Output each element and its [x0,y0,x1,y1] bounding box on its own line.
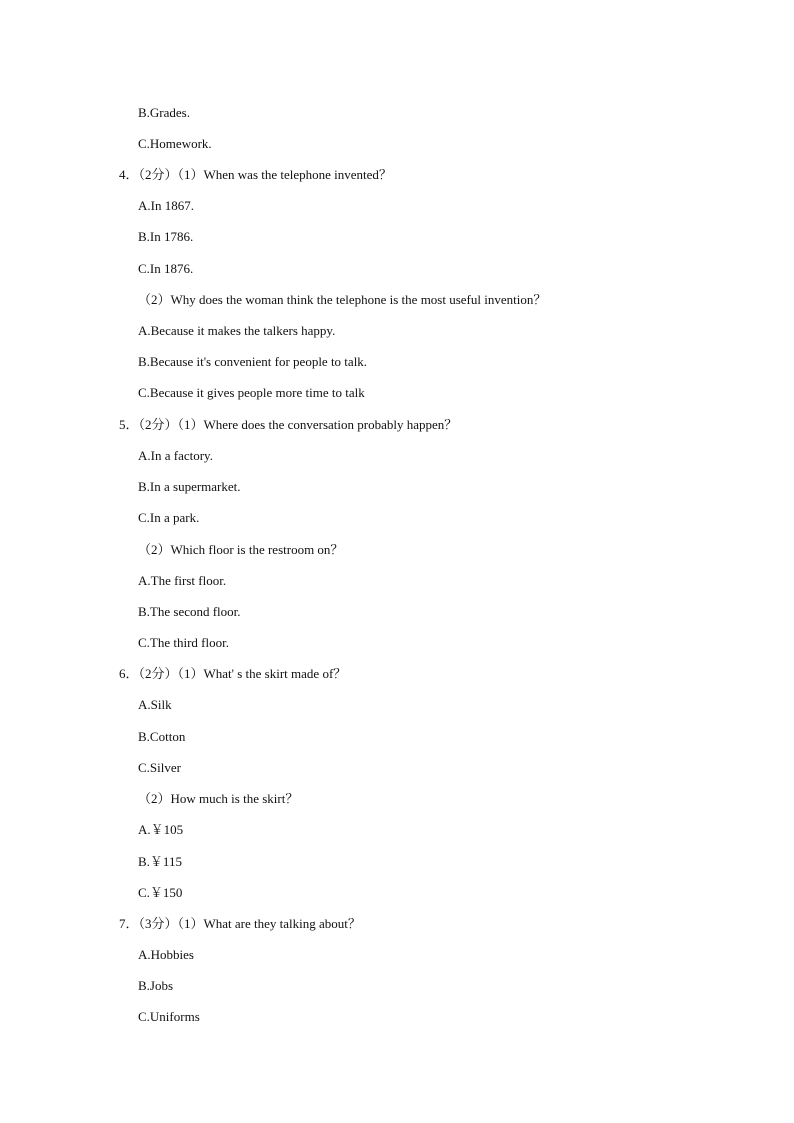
question-6: 6．（2分）（1）What' s the skirt made of？ [119,666,347,681]
option-q5-1-c: C.In a park. [138,510,200,525]
option-q6-1-c: C.Silver [138,760,181,775]
option-q5-2-c: C.The third floor. [138,635,229,650]
option-q7-1-a: A.Hobbies [138,947,194,962]
option-q7-1-c: C.Uniforms [138,1009,200,1024]
option-q4-2-b: B.Because it's convenient for people to talk. [138,354,368,369]
option-q6-1-a: A.Silk [138,697,172,712]
option-q7-1-b: B.Jobs [138,978,174,993]
subquestion-q5-2: （2）Which floor is the restroom on？ [138,542,344,557]
question-7: 7．（3分）（1）What are they talking about？ [119,916,361,931]
question-4: 4．（2分）（1）When was the telephone invented？ [119,167,392,182]
option-q3-c: C.Homework. [138,136,212,151]
option-q4-2-a: A.Because it makes the talkers happy. [138,323,336,338]
option-q6-1-b: B.Cotton [138,729,186,744]
option-q5-2-a: A.The first floor. [138,573,227,588]
option-q5-1-b: B.In a supermarket. [138,479,241,494]
question-5: 5．（2分）（1）Where does the conversation probably happen？ [119,417,458,432]
option-q5-1-a: A.In a factory. [138,448,213,463]
option-q5-2-b: B.The second floor. [138,604,241,619]
subquestion-q4-2: （2）Why does the woman think the telephone is the most useful invention？ [138,292,547,307]
subquestion-q6-2: （2）How much is the skirt？ [138,791,299,806]
option-q6-2-a: A.￥105 [138,822,184,837]
option-q4-1-a: A.In 1867. [138,198,194,213]
option-q3-b: B.Grades. [138,105,190,120]
option-q4-2-c: C.Because it gives people more time to talk [138,385,365,400]
option-q4-1-c: C.In 1876. [138,261,194,276]
option-q4-1-b: B.In 1786. [138,229,194,244]
option-q6-2-b: B.￥115 [138,854,182,869]
option-q6-2-c: C.￥150 [138,885,183,900]
